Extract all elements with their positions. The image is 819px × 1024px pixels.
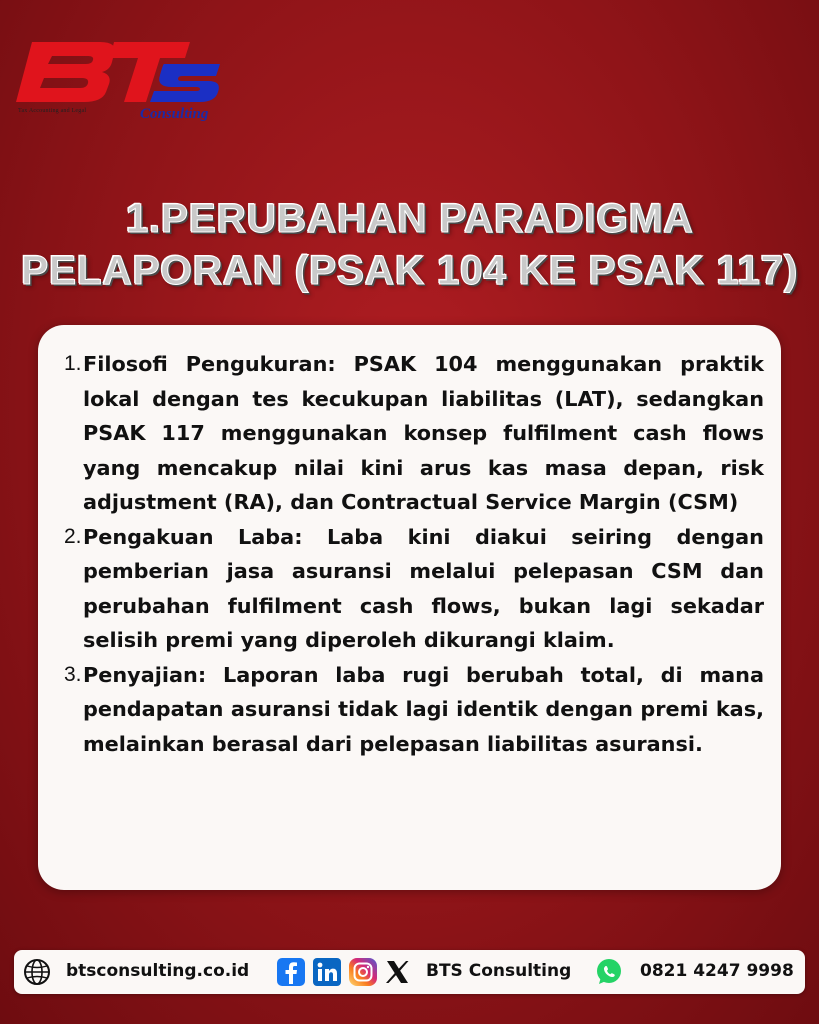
list-item [64,520,764,658]
list-item-text: Filosofi Pengukuran: PSAK 104 menggunakan praktik lokal dengan tes kecukupan liabilitas (LAT), sedangkan PSAK 117 menggunakan konsep fulfilment cash flows yang mencakup nilai kini arus kas masa depan, risk adjustment (RA), dan Contractual Service Margin (CSM) [83,352,764,514]
globe-icon [22,957,52,987]
list-item-text: Pengakuan Laba: Laba kini diakui seiring dengan pemberian jasa asuransi melalui pelepasan CSM dan perubahan fulfilment cash flows, bukan lagi sekadar selisih premi yang diperoleh dikurangi klaim. [83,524,764,652]
page-title [0,192,819,296]
linkedin-icon[interactable] [312,957,342,987]
website-link[interactable]: btsconsulting.co.id [66,961,250,981]
facebook-icon[interactable] [276,957,306,987]
list-item-number: 2. [64,524,82,548]
numbered-list [64,347,764,761]
list-item-number: 3. [64,662,82,686]
logo-tagline: Tax Accounting and Legal [18,108,87,114]
logo-subtitle: Consulting [140,106,209,122]
contact-bar [14,950,805,994]
content-card [38,325,781,890]
x-icon[interactable] [382,957,412,987]
list-item-text: Penyajian: Laporan laba rugi berubah total, di mana pendapatan asuransi tidak lagi identik dengan premi kas, melainkan berasal dari pelepasan liabilitas asuransi. [83,662,764,756]
list-item [64,347,764,520]
title-line-2: PELAPORAN (PSAK 104 KE PSAK 117) [20,247,798,293]
list-item [64,658,764,762]
phone-number[interactable]: 0821 4247 9998 [640,961,794,981]
list-item-number: 1. [64,352,82,375]
social-handle: BTS Consulting [426,961,572,981]
instagram-icon[interactable] [348,957,378,987]
bts-logo [14,34,224,126]
whatsapp-icon[interactable] [594,957,624,987]
title-line-1: 1.PERUBAHAN PARADIGMA [125,195,694,241]
